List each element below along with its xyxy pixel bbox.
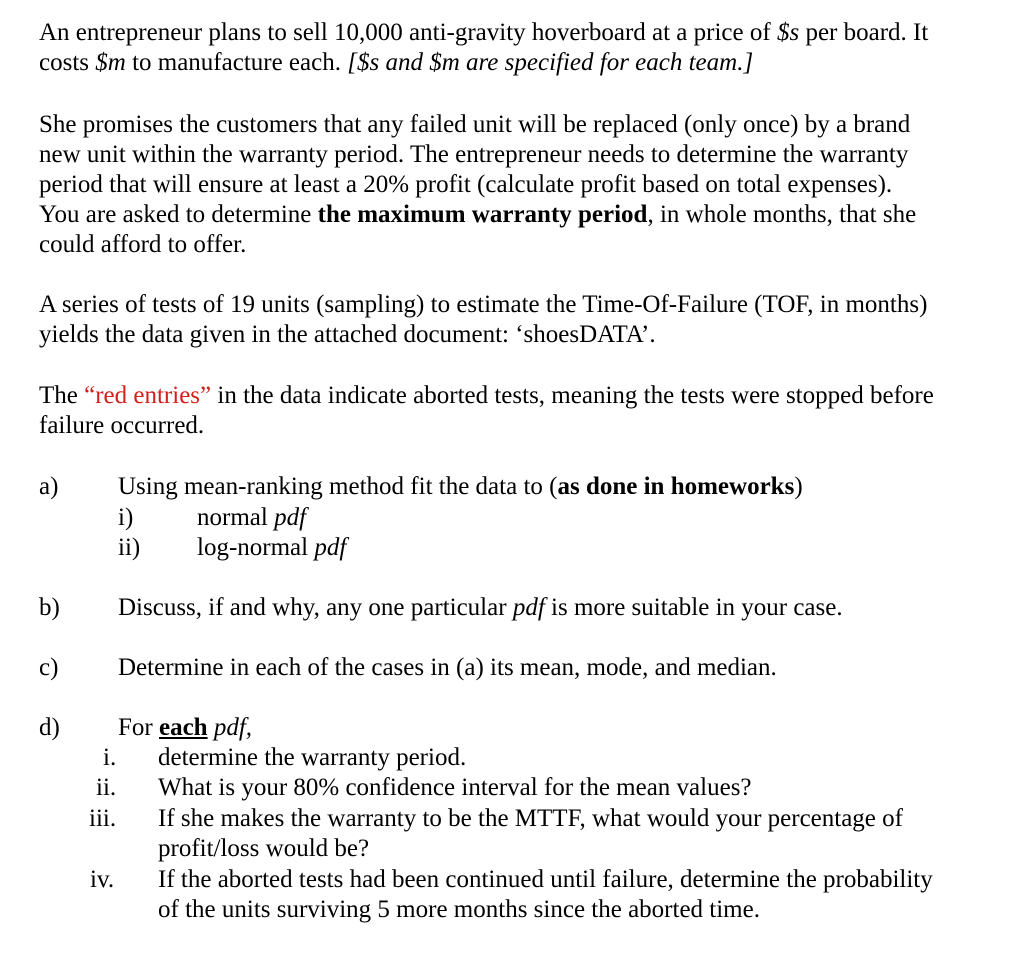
intro-line-2: costs $m to manufacture each. [$s and $m are specified for each team.] xyxy=(39,49,754,76)
question-d-iv-text-1: If the aborted tests had been continued until failure, determine the probability xyxy=(158,866,933,893)
question-d-label: d) xyxy=(39,714,60,741)
max-warranty-emphasis: the maximum warranty period xyxy=(317,201,648,228)
question-a-i-text: normal pdf xyxy=(197,504,307,531)
red-entries-line-2: failure occurred. xyxy=(39,412,205,439)
tests-line-2: yields the data given in the attached document: ‘shoesDATA’. xyxy=(39,321,656,348)
question-c-text: Determine in each of the cases in (a) its mean, mode, and median. xyxy=(118,654,777,681)
question-b-text: Discuss, if and why, any one particular pdf is more suitable in your case. xyxy=(118,594,843,621)
price-variable: $s xyxy=(776,19,800,46)
question-d-iii-text-2: profit/loss would be? xyxy=(158,835,370,862)
tests-line-1: A series of tests of 19 units (sampling) to estimate the Time-Of-Failure (TOF, in months) xyxy=(39,291,928,318)
team-note: [$s and $m are specified for each team.] xyxy=(347,49,754,76)
warranty-line-5: could afford to offer. xyxy=(39,231,247,258)
question-b-label: b) xyxy=(39,594,60,621)
red-entries-text: “red entries” xyxy=(84,382,212,409)
question-a-ii-label: ii) xyxy=(118,534,141,561)
cost-variable: $m xyxy=(95,49,126,76)
question-a-ii-text: log-normal pdf xyxy=(197,534,347,561)
warranty-line-1: She promises the customers that any failed unit will be replaced (only once) by a brand xyxy=(39,111,911,138)
question-c-label: c) xyxy=(39,654,59,681)
question-d-i-label: i. xyxy=(103,744,117,771)
question-d-iv-text-2: of the units surviving 5 more months since the aborted time. xyxy=(158,896,760,923)
question-a-i-label: i) xyxy=(118,504,134,531)
question-d-iii-label: iii. xyxy=(89,805,117,832)
warranty-line-4: You are asked to determine the maximum warranty period, in whole months, that she xyxy=(39,201,917,228)
question-d-i-text: determine the warranty period. xyxy=(158,744,467,771)
each-emphasis: each xyxy=(158,714,208,741)
question-d-iii-text-1: If she makes the warranty to be the MTTF, what would your percentage of xyxy=(158,805,903,832)
red-entries-line-1: The “red entries” in the data indicate aborted tests, meaning the tests were stopped before xyxy=(39,382,934,409)
question-a-text: Using mean-ranking method fit the data to (as done in homeworks) xyxy=(118,473,803,500)
question-d-ii-label: ii. xyxy=(96,774,117,801)
question-d-iv-label: iv. xyxy=(90,866,115,893)
intro-line-1: An entrepreneur plans to sell 10,000 anti-gravity hoverboard at a price of $s per board. It xyxy=(39,19,929,46)
warranty-line-2: new unit within the warranty period. The entrepreneur needs to determine the warranty xyxy=(39,141,909,168)
question-d-ii-text: What is your 80% confidence interval for the mean values? xyxy=(158,774,752,801)
question-d-text: For each pdf, xyxy=(118,714,253,741)
question-a-label: a) xyxy=(39,473,59,500)
warranty-line-3: period that will ensure at least a 20% profit (calculate profit based on total expenses). xyxy=(39,171,893,198)
